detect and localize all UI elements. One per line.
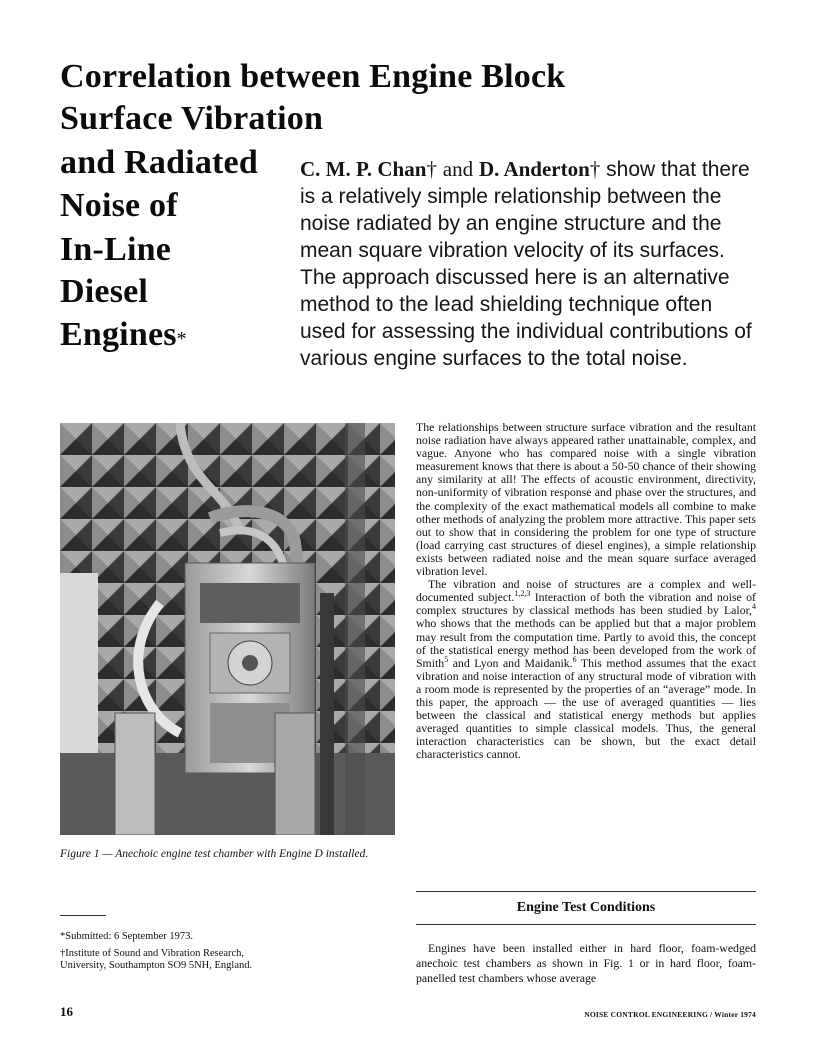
engine-test-chamber-image xyxy=(60,423,395,835)
section-text: Engines have been installed either in hard floor, foam-wedged anechoic test chambers as shown in Fig. 1 or in hard floor, foam-panelled test chambers whose average xyxy=(416,941,756,985)
reference-5: 5 xyxy=(444,654,449,664)
title-line-5: In-Line xyxy=(60,231,171,268)
section-heading: Engine Test Conditions xyxy=(516,900,656,915)
figure-1-photo xyxy=(60,423,395,835)
title-line-2: Surface Vibration xyxy=(60,100,324,137)
paragraph-2-part-d: and Lyon and Maidanik. xyxy=(448,655,573,670)
section-rule-bottom xyxy=(416,924,756,925)
paragraph-1: The relationships between structure surface vibration and the resultant noise radiation have always appeared rather unattainable, complex, and vague. Anyone who has compared noise with a single vibration measurement knows that there is about a 50-50 chance of their showing any similarity at all! The effects of acoustic environment, directivity, non-uniformity of vibration response and phase over the structures, and the complexity of the exact mathematical models all combine to make other methods of analyzing the problem more attractive. This paper sets out to show that in considering the problem for one type of structure (load carrying cast structures of diesel engines), a simple relationship exists between radiated noise and the mean square surface averaged vibration level. xyxy=(416,420,756,579)
section-rule-top xyxy=(416,891,756,892)
author-1: C. M. P. Chan xyxy=(300,157,427,181)
title-line-3: and Radiated xyxy=(60,144,258,181)
title-line-1: Correlation between Engine Block xyxy=(60,58,566,95)
title-footnote-marker: * xyxy=(176,328,187,350)
footnote-institute: †Institute of Sound and Vibration Research, University, Southampton SO9 5NH, England. xyxy=(60,948,253,971)
title-word-engines: Engines xyxy=(60,316,177,353)
paragraph-2-part-c: who shows that the methods can be applied but that a major problem may result from the computation time. Partly to avoid this, the concept of the statistical energy method has been developed from the work of Smith xyxy=(416,616,756,670)
title-line-6: Diesel xyxy=(60,273,149,310)
abstract xyxy=(300,156,760,372)
paragraph-2-part-a: The vibration and noise of structures are a complex and well-documented subject. xyxy=(416,577,756,605)
reference-6: 6 xyxy=(572,654,577,664)
paragraph-2-part-e: This method assumes that the exact vibration and noise interaction of any structural mode of vibration with a room mode is represented by the properties of an “average” mode. In this paper, the approach — the use of averaged quantities — lies between the classical and statistical energy methods but applies averaged quantities to simple classical models. Thus, the general interaction characteristics can be shown, but the exact detail characteristics cannot. xyxy=(416,655,756,762)
paragraph-2 xyxy=(416,578,756,761)
paragraph-2-part-b: Interaction of both the vibration and noise of complex structures by classical methods has been studied by Lalor, xyxy=(416,590,756,618)
journal-footer: NOISE CONTROL ENGINEERING / Winter 1974 xyxy=(584,1010,756,1019)
author-connector: and xyxy=(442,157,474,181)
author-1-dagger: † xyxy=(426,157,437,181)
page-number: 16 xyxy=(60,1004,73,1019)
title-line-4: Noise of xyxy=(60,187,178,224)
author-2: D. Anderton xyxy=(478,157,590,181)
title-line-7 xyxy=(60,315,187,359)
author-2-dagger: † xyxy=(589,157,601,181)
figure-1-caption: Figure 1 — Anechoic engine test chamber with Engine D installed. xyxy=(60,848,369,860)
footnote-submitted: *Submitted: 6 September 1973. xyxy=(60,931,193,942)
reference-1-2-3: 1,2,3 xyxy=(514,589,531,599)
body-text xyxy=(416,421,756,761)
footnote-rule xyxy=(60,915,106,916)
abstract-text: show that there is a relatively simple relationship between the noise radiated by an engine structure and the mean square vibration velocity of its surfaces. The approach discussed here is an alternative method to the lead shielding technique often used for assessing the individual contributions of various engine surfaces to the total noise. xyxy=(300,158,752,370)
reference-4: 4 xyxy=(752,602,756,612)
